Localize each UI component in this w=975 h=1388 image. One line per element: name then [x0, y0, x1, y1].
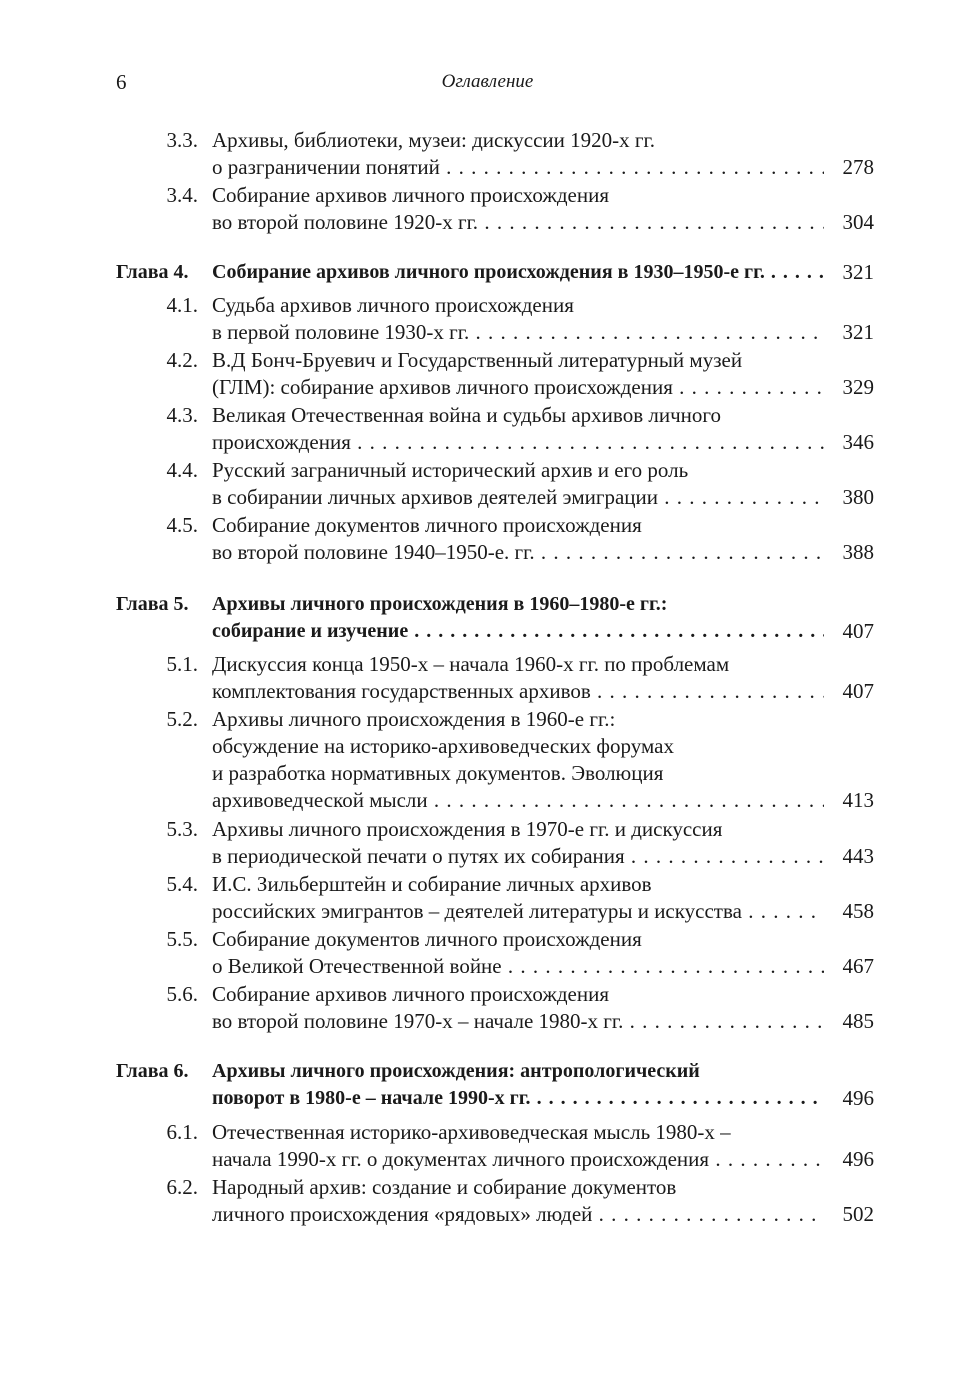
entry-number: 3.3. — [166, 128, 198, 152]
entry-number: 4.4. — [166, 458, 198, 482]
entry-number: 4.1. — [166, 293, 198, 317]
entry-title-line: во второй половине 1920-х гг. . . . — [212, 208, 824, 236]
entry-title-line: Архивы личного происхождения в 1970-е гг. и дискуссия — [212, 817, 723, 841]
chapter-page: 496 — [828, 1084, 874, 1112]
chapter-number: Глава 6. — [116, 1060, 189, 1082]
entry-title-line: Архивы, библиотеки, музеи: дискуссии 1920-х гг. — [212, 128, 655, 152]
entry-title-line: начала 1990-х гг. о документах личного происхождения . . . — [212, 1145, 824, 1173]
entry-page: 485 — [828, 1007, 874, 1035]
entry-page: 458 — [828, 897, 874, 925]
entry-title-line: личного происхождения «рядовых» людей . . . — [212, 1200, 824, 1228]
entry-title-line: происхождения . . . — [212, 428, 824, 456]
entry-title-line: о Великой Отечественной войне . . . — [212, 952, 824, 980]
entry-title-line: обсуждение на историко-архивоведческих форумах — [212, 734, 674, 758]
entry-page: 321 — [828, 318, 874, 346]
entry-page: 380 — [828, 483, 874, 511]
entry-page: 346 — [828, 428, 874, 456]
entry-number: 6.1. — [166, 1120, 198, 1144]
entry-page: 413 — [828, 786, 874, 814]
entry-number: 5.2. — [166, 707, 198, 731]
entry-number: 4.3. — [166, 403, 198, 427]
entry-title-line: Народный архив: создание и собирание документов — [212, 1175, 677, 1199]
entry-title-line: Русский заграничный исторический архив и его роль — [212, 458, 689, 482]
chapter-page: 407 — [828, 617, 874, 645]
entry-number: 4.2. — [166, 348, 198, 372]
entry-title-line: архивоведческой мысли . . . — [212, 786, 824, 814]
entry-title-line: Архивы личного происхождения в 1960-е гг.: — [212, 707, 616, 731]
entry-title-line: В.Д Бонч-Бруевич и Государственный литературный музей — [212, 348, 743, 372]
entry-number: 6.2. — [166, 1175, 198, 1199]
entry-title-line: (ГЛМ): собирание архивов личного происхождения . . . — [212, 373, 824, 401]
entry-number: 5.6. — [166, 982, 198, 1006]
entry-page: 467 — [828, 952, 874, 980]
entry-title-line: Собирание архивов личного происхождения — [212, 183, 610, 207]
entry-title-line: в собирании личных архивов деятелей эмиграции . . . — [212, 483, 824, 511]
entry-page: 443 — [828, 842, 874, 870]
entry-title-line: российских эмигрантов – деятелей литературы и искусства . . . — [212, 897, 824, 925]
chapter-title-line: Собирание архивов личного происхождения в 1930–1950-е гг. . . . — [212, 258, 824, 286]
entry-page: 329 — [828, 373, 874, 401]
entry-page: 278 — [828, 153, 874, 181]
entry-number: 5.3. — [166, 817, 198, 841]
entry-title-line: во второй половине 1940–1950-е. гг. . . . — [212, 538, 824, 566]
entry-title-line: Собирание документов личного происхождения — [212, 927, 642, 951]
entry-number: 4.5. — [166, 513, 198, 537]
entry-number: 5.1. — [166, 652, 198, 676]
entry-title-line: И.С. Зильберштейн и собирание личных архивов — [212, 872, 652, 896]
chapter-page: 321 — [828, 258, 874, 286]
entry-title-line: во второй половине 1970-х – начале 1980-х гг. . . . — [212, 1007, 824, 1035]
entry-title-line: Судьба архивов личного происхождения — [212, 293, 574, 317]
entry-title-line: Собирание архивов личного происхождения — [212, 982, 610, 1006]
entry-title-line: Отечественная историко-архивоведческая мысль 1980-х – — [212, 1120, 731, 1144]
entry-page: 407 — [828, 677, 874, 705]
entry-page: 304 — [828, 208, 874, 236]
entry-title-line: Собирание документов личного происхождения — [212, 513, 642, 537]
chapter-title-line: поворот в 1980-е – начале 1990-х гг. . . . — [212, 1084, 824, 1112]
chapter-title-line: Архивы личного происхождения в 1960–1980-е гг.: — [212, 593, 668, 615]
chapter-title-line: Архивы личного происхождения: антропологический — [212, 1060, 700, 1082]
entry-title-line: Великая Отечественная война и судьбы архивов личного — [212, 403, 721, 427]
entry-title-line: Дискуссия конца 1950-х – начала 1960-х гг. по проблемам — [212, 652, 730, 676]
chapter-number: Глава 4. — [116, 261, 189, 283]
entry-title-line: в периодической печати о путях их собирания . . . — [212, 842, 824, 870]
entry-title-line: о разграничении понятий . . . — [212, 153, 824, 181]
entry-number: 5.4. — [166, 872, 198, 896]
entry-page: 496 — [828, 1145, 874, 1173]
chapter-number: Глава 5. — [116, 593, 189, 615]
entry-number: 5.5. — [166, 927, 198, 951]
chapter-title-line: собирание и изучение . . . — [212, 617, 824, 645]
entry-title-line: и разработка нормативных документов. Эволюция — [212, 761, 664, 785]
page-number: 6 — [116, 70, 127, 94]
entry-page: 502 — [828, 1200, 874, 1228]
running-title: Оглавление — [441, 71, 534, 92]
entry-title-line: комплектования государственных архивов . . . — [212, 677, 824, 705]
entry-number: 3.4. — [166, 183, 198, 207]
entry-page: 388 — [828, 538, 874, 566]
entry-title-line: в первой половине 1930-х гг. . . . — [212, 318, 824, 346]
